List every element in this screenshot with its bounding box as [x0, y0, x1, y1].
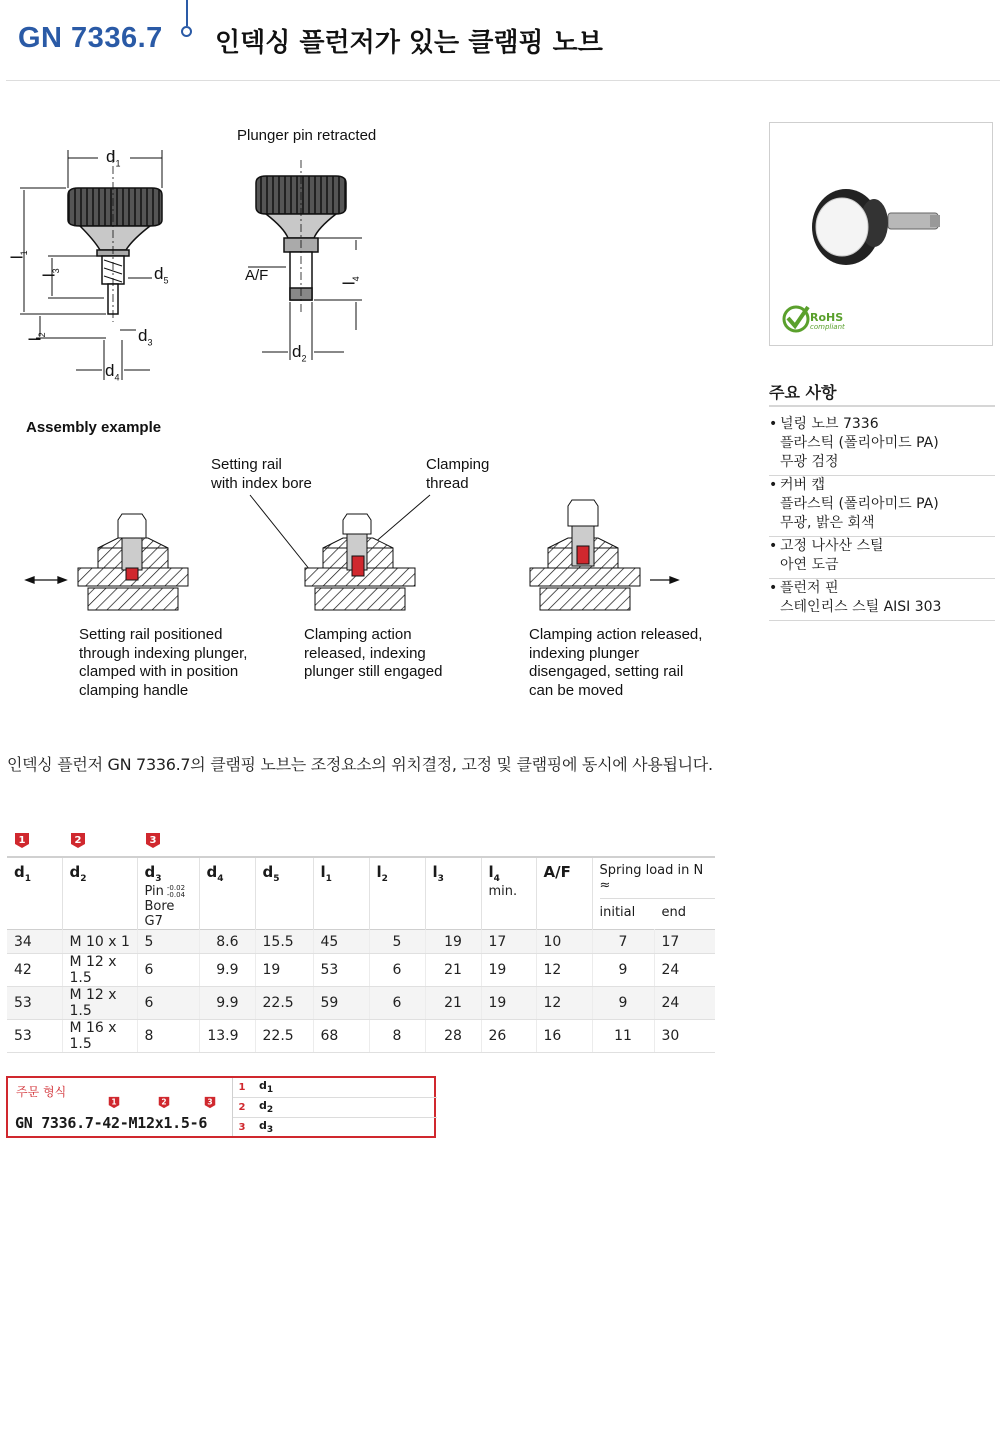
features-rule: [769, 405, 995, 407]
dim-l2: $l_2$: [25, 332, 48, 342]
rohs-badge-icon: [784, 307, 808, 331]
knob-retracted-view: [256, 160, 346, 312]
order-marker-1-icon: [108, 1096, 120, 1109]
clamping-thread-label: Clamping thread: [426, 456, 490, 492]
order-code: GN 7336.7-42-M12x1.5-6: [15, 1114, 208, 1132]
dim-d4: $d_4$: [105, 361, 120, 383]
assembly-step-2: [305, 514, 415, 610]
product-image: [770, 123, 992, 345]
col-d1: $d_1$: [7, 857, 62, 930]
order-marker-2-text: 2: [161, 1097, 167, 1107]
table-row: 42 M 12 x 1.5 6 9.9 19 53 6 21 19 12 9 24: [7, 954, 715, 987]
order-marker-1-text: 1: [111, 1097, 117, 1107]
order-marker-2-icon: [158, 1096, 170, 1109]
dim-d2: $d_2$: [292, 342, 307, 364]
col-d2: $d_2$: [62, 857, 137, 930]
marker-3-icon: [145, 832, 161, 849]
col-l3: $l_3$: [425, 857, 481, 930]
assembly-step-3: [530, 500, 640, 610]
product-code: GN 7336.7: [18, 22, 163, 54]
feature-item: • 널링 노브 7336 플라스틱 (폴리아미드 PA) 무광 검정: [769, 415, 995, 476]
order-key-list: [232, 1078, 437, 1136]
plunger-retracted-label: Plunger pin retracted: [237, 127, 377, 144]
dimension-drawing: [0, 90, 760, 390]
order-example-box: [6, 1076, 436, 1138]
col-spring-initial: initial: [599, 905, 636, 920]
caption-step-2: Clamping action released, indexing plunger still engaged: [304, 626, 443, 680]
dim-l4: $l_4$: [339, 276, 362, 286]
order-marker-3-icon: [204, 1096, 216, 1109]
knob-side-view: [68, 150, 162, 322]
caption-step-3: Clamping action released, indexing plunger disengaged, setting rail can be moved: [529, 626, 703, 699]
table-row: 34 M 10 x 1 5 8.6 15.5 45 5 19 17 10 7 17: [7, 930, 715, 954]
col-l2: $l_2$: [369, 857, 425, 930]
order-marker-3-text: 3: [207, 1097, 213, 1107]
col-spring-end: end: [661, 905, 686, 920]
dim-l1: $l_1$: [7, 250, 30, 260]
dim-d5: $d_5$: [154, 264, 169, 286]
table-header-row: [7, 857, 715, 930]
order-key-row: 2 $d_2$: [233, 1098, 437, 1118]
header-divider-dot: [181, 26, 192, 37]
marker-1-icon: [14, 832, 30, 849]
col-d5: $d_5$: [255, 857, 313, 930]
caption-step-1: Setting rail positioned through indexing plunger, clamped with in position clamping handle: [79, 626, 248, 699]
col-d3: $d_3$ Pin -0.02 -0.04 Bore G7: [137, 857, 199, 930]
order-key-row: 1 $d_1$: [233, 1078, 437, 1098]
col-l1: $l_1$: [313, 857, 369, 930]
feature-item: • 고정 나사산 스틸 아연 도금: [769, 537, 995, 579]
order-key-row: 3 $d_3$: [238, 1119, 274, 1136]
marker-1-text: 1: [18, 835, 26, 846]
assembly-step-1: [78, 514, 188, 610]
setting-rail-label: Setting rail with index bore: [211, 456, 312, 492]
col-af: A/F: [536, 857, 592, 930]
marker-2-icon: [70, 832, 86, 849]
rohs-sub: compliant: [810, 323, 845, 331]
header-divider-line: [186, 0, 188, 26]
feature-item: • 커버 캡 플라스틱 (폴리아미드 PA) 무광, 밝은 회색: [769, 476, 995, 537]
dim-l3: $l_3$: [39, 268, 62, 278]
header-rule: [6, 80, 1000, 81]
col-d4: $d_4$: [199, 857, 255, 930]
table-row: 53 M 16 x 1.5 8 13.9 22.5 68 8 28 26 16 11 30: [7, 1020, 715, 1053]
dim-d3: $d_3$: [138, 326, 153, 348]
page-title: 인덱싱 플런저가 있는 클램핑 노브: [215, 28, 603, 58]
dim-d1: $d_1$: [106, 147, 121, 169]
rohs-label: RoHS: [810, 311, 844, 324]
marker-2-text: 2: [74, 835, 82, 846]
dim-af: A/F: [245, 267, 269, 284]
col-l4: $l_4$ min.: [481, 857, 536, 930]
features-title: 주요 사항: [769, 383, 837, 402]
col-spring-load: Spring load in N ≈ initial end: [592, 857, 715, 930]
assembly-drawing: [0, 490, 720, 620]
intro-text: 인덱싱 플런저 GN 7336.7의 클램핑 노브는 조정요소의 위치결정, 고정 및 클램핑에 동시에 사용됩니다.: [7, 755, 713, 774]
assembly-example-label: Assembly example: [26, 419, 162, 436]
feature-item: • 플런저 핀 스테인리스 스틸 AISI 303: [769, 579, 995, 621]
marker-3-text: 3: [149, 835, 157, 846]
order-label: 주문 형식: [16, 1085, 67, 1099]
spec-table: [7, 856, 715, 1053]
product-photo: [769, 122, 993, 346]
table-row: 53 M 12 x 1.5 6 9.9 22.5 59 6 21 19 12 9 24: [7, 987, 715, 1020]
